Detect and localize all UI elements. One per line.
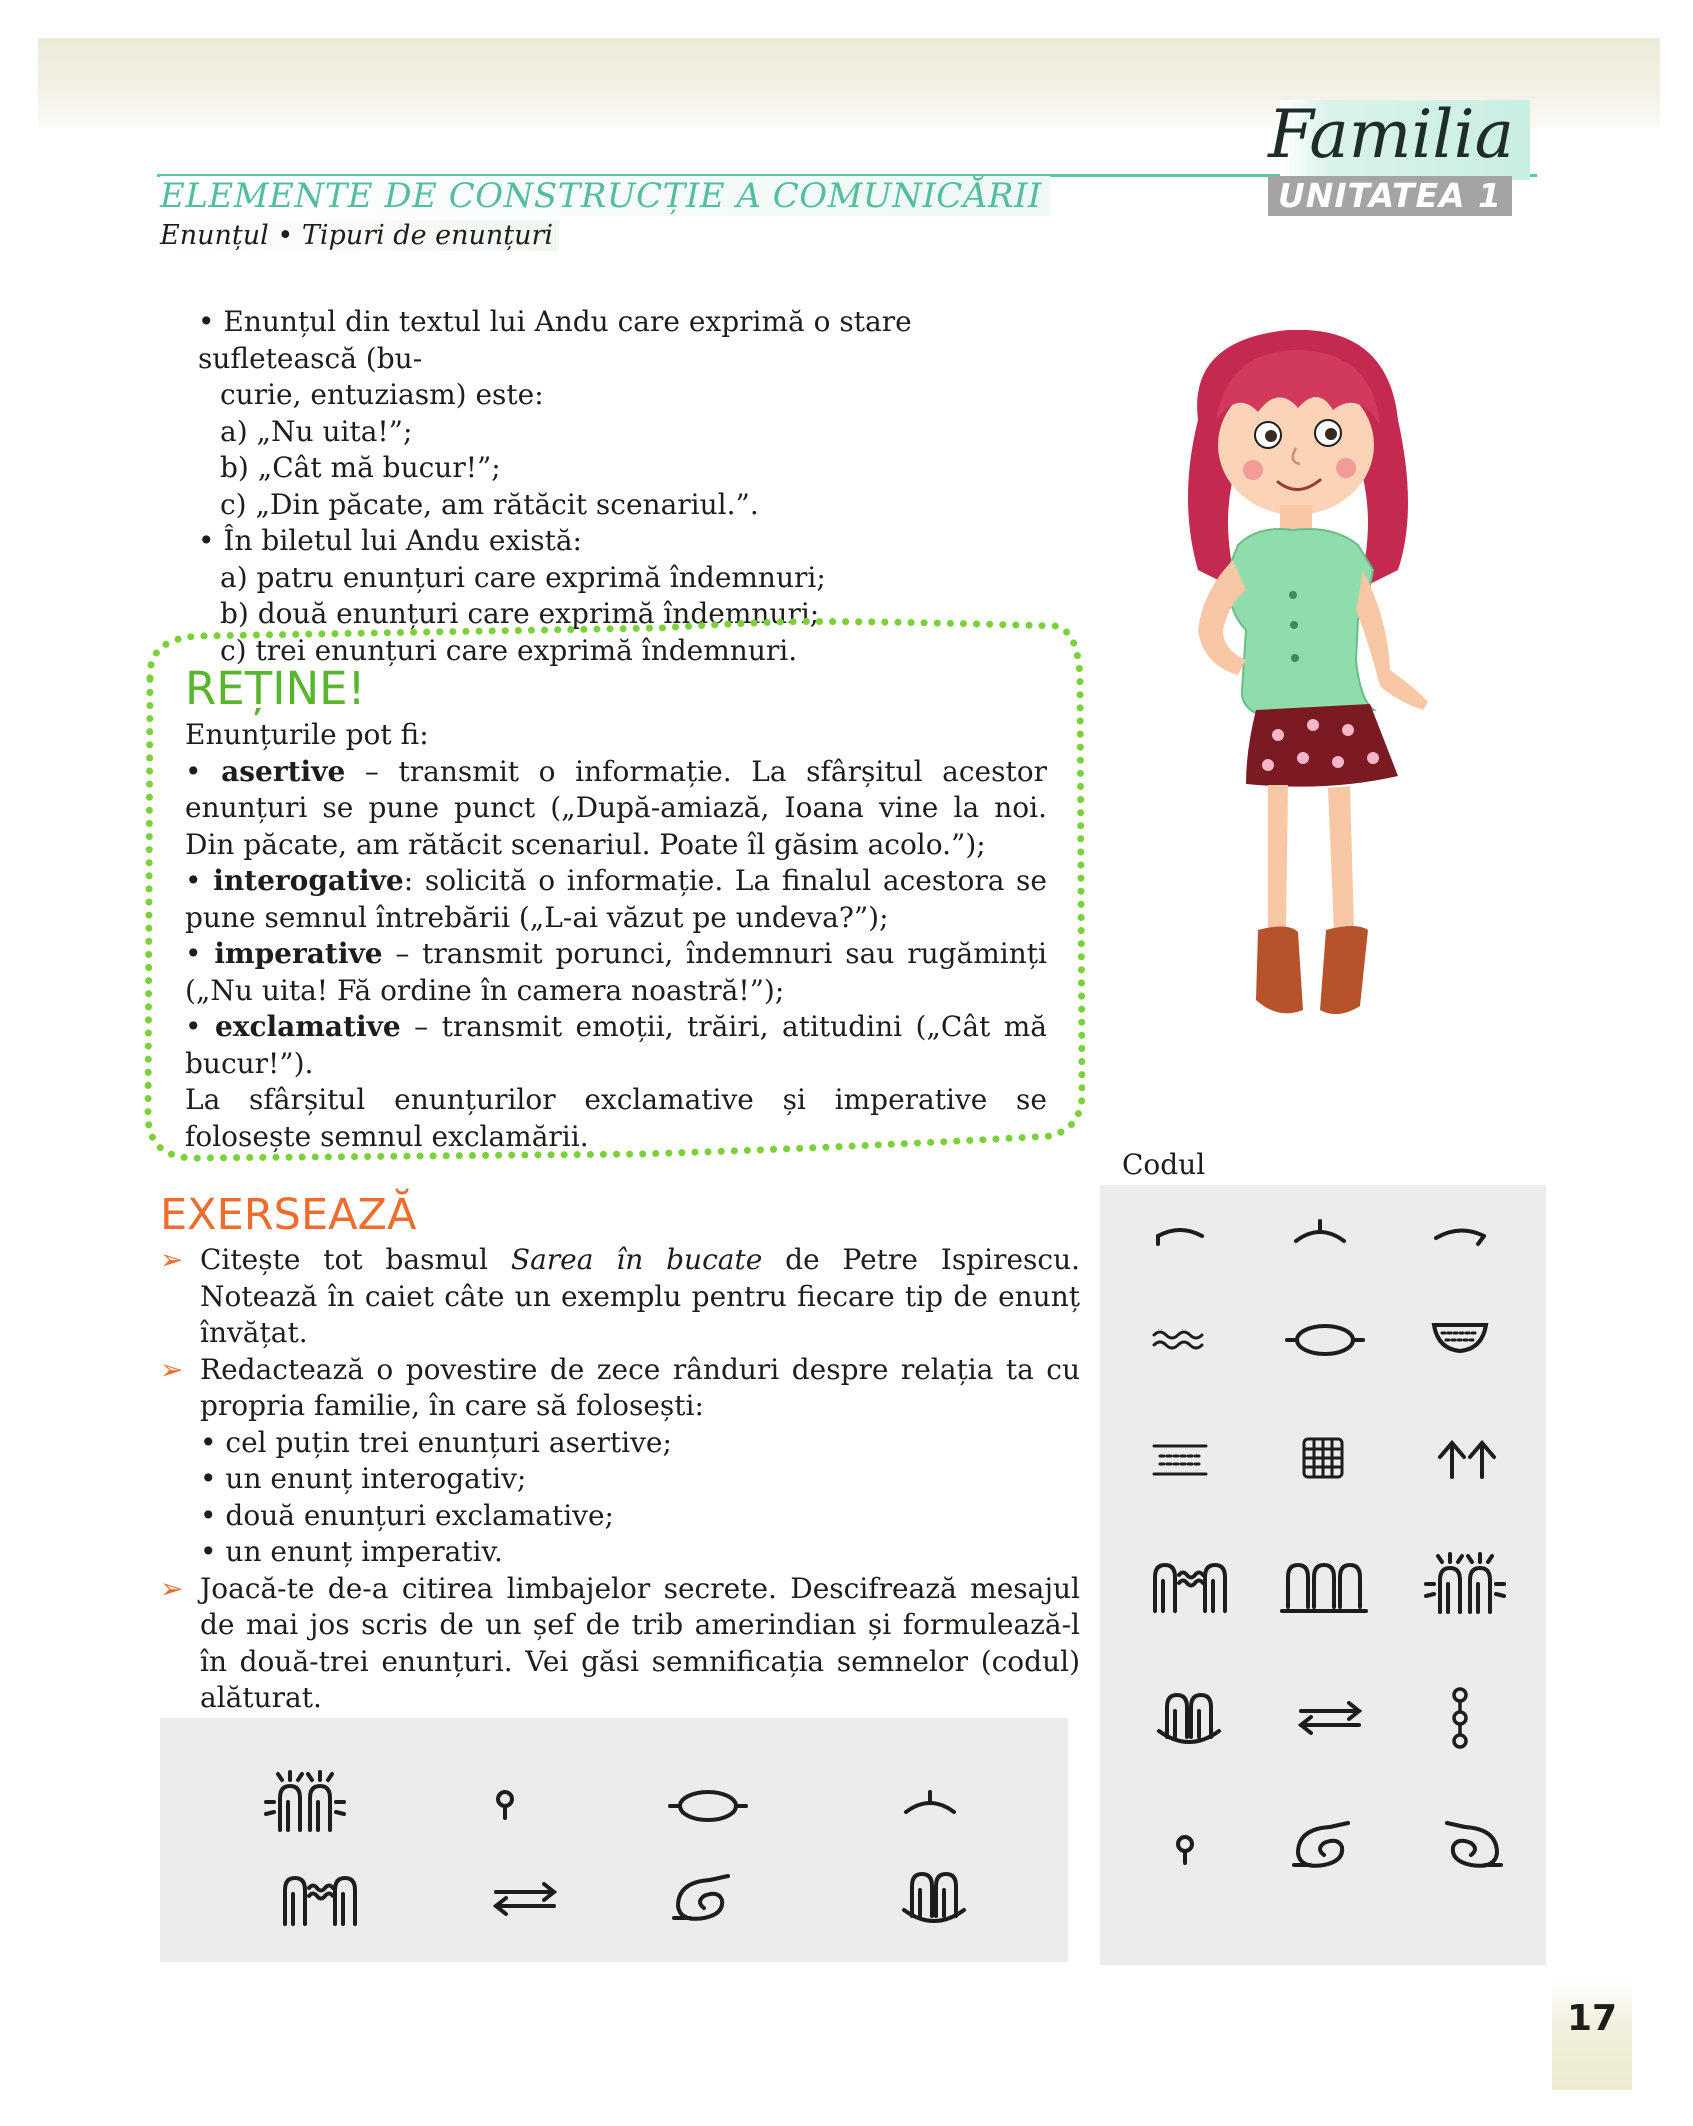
retine-exclamative: • exclamative – transmit emoții, trăiri, atitudini („Cât mă bucur!”).	[185, 1010, 1047, 1080]
exercise-item-2	[160, 1352, 1080, 1425]
code-label: Codul	[1122, 1148, 1206, 1181]
people-radiant-icon	[260, 1768, 350, 1838]
def-imperative: – transmit porunci, îndemnuri sau rugăminți („Nu uita! Fă ordine în camera noastră!”);	[185, 937, 1047, 1007]
retine-title: REȚINE!	[185, 662, 366, 715]
book-title: Sarea în bucate	[510, 1243, 763, 1276]
double-arrow-icon	[1295, 1697, 1365, 1737]
grid-icon	[1300, 1435, 1346, 1481]
arrow-bullet-icon: ➢	[160, 1243, 184, 1276]
retine-imperative: • imperative – transmit porunci, îndemnuri sau rugăminți („Nu uita! Fă ordine în camera noastră!”);	[185, 937, 1047, 1007]
spiral-right-icon	[1435, 1815, 1505, 1875]
def-exclamative: – transmit emoții, trăiri, atitudini („Cât mă bucur!”).	[185, 1010, 1047, 1080]
quiz-line: a) patru enunțuri care exprimă îndemnuri;	[220, 560, 826, 594]
quiz-line: c) trei enunțuri care exprimă îndemnuri.	[220, 633, 798, 667]
page-number-box	[1552, 1980, 1632, 2090]
quiz-line: b) două enunțuri care exprimă îndemnuri;	[220, 597, 820, 630]
retine-interogative: • interogative: solicită o informație. La finalul acestora se pune semnul întrebării („L-ai văzut pe undeva?”);	[185, 864, 1047, 934]
retine-asertive: • asertive – transmit o informație. La sfârșitul acestor enunțuri se pune punct („După-amiază, Ioana vine la noi. Din păcate, am rătăcit scenariul. Poate îl găsim acolo.”);	[185, 754, 1047, 861]
quiz-line: b) „Cât mă bucur!”;	[220, 451, 501, 484]
term-asertive: asertive	[221, 754, 346, 788]
unit-title: Familia	[1268, 96, 1514, 173]
exercise-2-sub: • cel puțin trei enunțuri asertive;	[200, 1425, 672, 1459]
retine-intro: Enunțurile pot fi:	[185, 718, 429, 751]
quiz-line: c) „Din păcate, am rătăcit scenariul.”.	[220, 487, 759, 521]
exercise-1-text: Citește tot basmul	[200, 1243, 511, 1276]
retine-content	[185, 663, 1047, 1155]
people-wavy-icon	[1145, 1555, 1235, 1615]
code-box	[1100, 1185, 1546, 1965]
page-number: 17	[1566, 1998, 1618, 2039]
section-title: ELEMENTE DE CONSTRUCȚIE A COMUNICĂRII	[160, 176, 1050, 216]
spiral-left-icon	[1290, 1815, 1360, 1875]
arrow-bullet-icon: ➢	[160, 1571, 184, 1605]
def-interogative: : solicită o informație. La finalul acestora se pune semnul întrebării („L-ai văzut pe undeva?”);	[185, 864, 1047, 934]
quiz-block	[198, 304, 1078, 669]
double-arrow-icon	[490, 1878, 560, 1918]
exercise-item-3	[160, 1571, 1080, 1717]
small-bulb-icon	[1170, 1833, 1200, 1869]
exerseaza-list	[160, 1242, 1080, 1717]
exercise-3-text: Joacă-te de-a citirea limbajelor secrete. Descifrează mesajul de mai jos scris de un șef de trib amerindian și formulează-l în două-trei enunțuri. Vei găsi semnificația semnelor (codul) alăturat.	[200, 1571, 1080, 1714]
girl-illustration	[1128, 330, 1508, 1070]
people-wavy-icon	[275, 1868, 365, 1928]
two-people-icon	[900, 1866, 970, 1928]
people-radiant-icon	[1420, 1550, 1510, 1620]
quiz-line: • În biletul lui Andu există:	[198, 524, 582, 557]
section-subtitle: Enunțul • Tipuri de enunțuri	[160, 220, 559, 251]
exercise-2-sub: • un enunț imperativ.	[200, 1535, 503, 1568]
quiz-line: curie, entuziasm) este:	[220, 378, 544, 411]
unit-title-box	[1268, 96, 1530, 180]
exercise-2-text: Redactează o povestire de zece rânduri despre relația ta cu propria familie, în care să folosești:	[200, 1352, 1080, 1422]
arc-up-icon	[900, 1788, 960, 1820]
small-bulb-icon	[490, 1788, 520, 1824]
exercise-1-rest: de Petre Ispirescu. Notează în caiet câte un exemplu pentru fiecare tip de enunț învățat.	[200, 1243, 1080, 1349]
exercise-item-1	[160, 1242, 1080, 1352]
exercise-2-sub: • un enunț interogativ;	[200, 1462, 527, 1495]
chain-icon	[1445, 1685, 1475, 1751]
unit-label: UNITATEA 1	[1268, 176, 1512, 216]
spiral-left-icon	[670, 1868, 740, 1928]
dashed-lines-icon	[1150, 1440, 1210, 1480]
term-exclamative: exclamative	[214, 1010, 401, 1043]
arrow-bullet-icon: ➢	[160, 1352, 184, 1386]
exerseaza-title: EXERSEAZĂ	[160, 1190, 417, 1240]
arc-up-icon	[1290, 1217, 1350, 1249]
arc-right-icon	[1430, 1220, 1490, 1250]
arc-left-icon	[1150, 1220, 1210, 1250]
exercise-2-sub: • două enunțuri exclamative;	[200, 1498, 614, 1532]
basket-icon	[1430, 1317, 1490, 1357]
three-people-icon	[1280, 1555, 1370, 1617]
quiz-line: a) „Nu uita!”;	[220, 414, 413, 448]
quiz-line: • Enunțul din textul lui Andu care exprimă o stare sufletească (bu-	[198, 305, 912, 375]
ellipse-icon	[1285, 1317, 1365, 1363]
ellipse-icon	[668, 1783, 748, 1829]
def-asertive: – transmit o informație. La sfârșitul acestor enunțuri se pune punct („După-amiază, Ioana vine la noi. Din păcate, am rătăcit scenariul. Poate îl găsim acolo.”);	[185, 754, 1047, 861]
double-up-arrow-icon	[1432, 1437, 1502, 1481]
two-people-icon	[1155, 1687, 1225, 1749]
term-interogative: interogative	[213, 864, 404, 897]
secret-message-box	[160, 1718, 1068, 1962]
term-imperative: imperative	[214, 937, 383, 970]
retine-note: La sfârșitul enunțurilor exclamative și imperative se folosește semnul exclamării.	[185, 1083, 1047, 1153]
wavy-lines-icon	[1150, 1325, 1210, 1355]
